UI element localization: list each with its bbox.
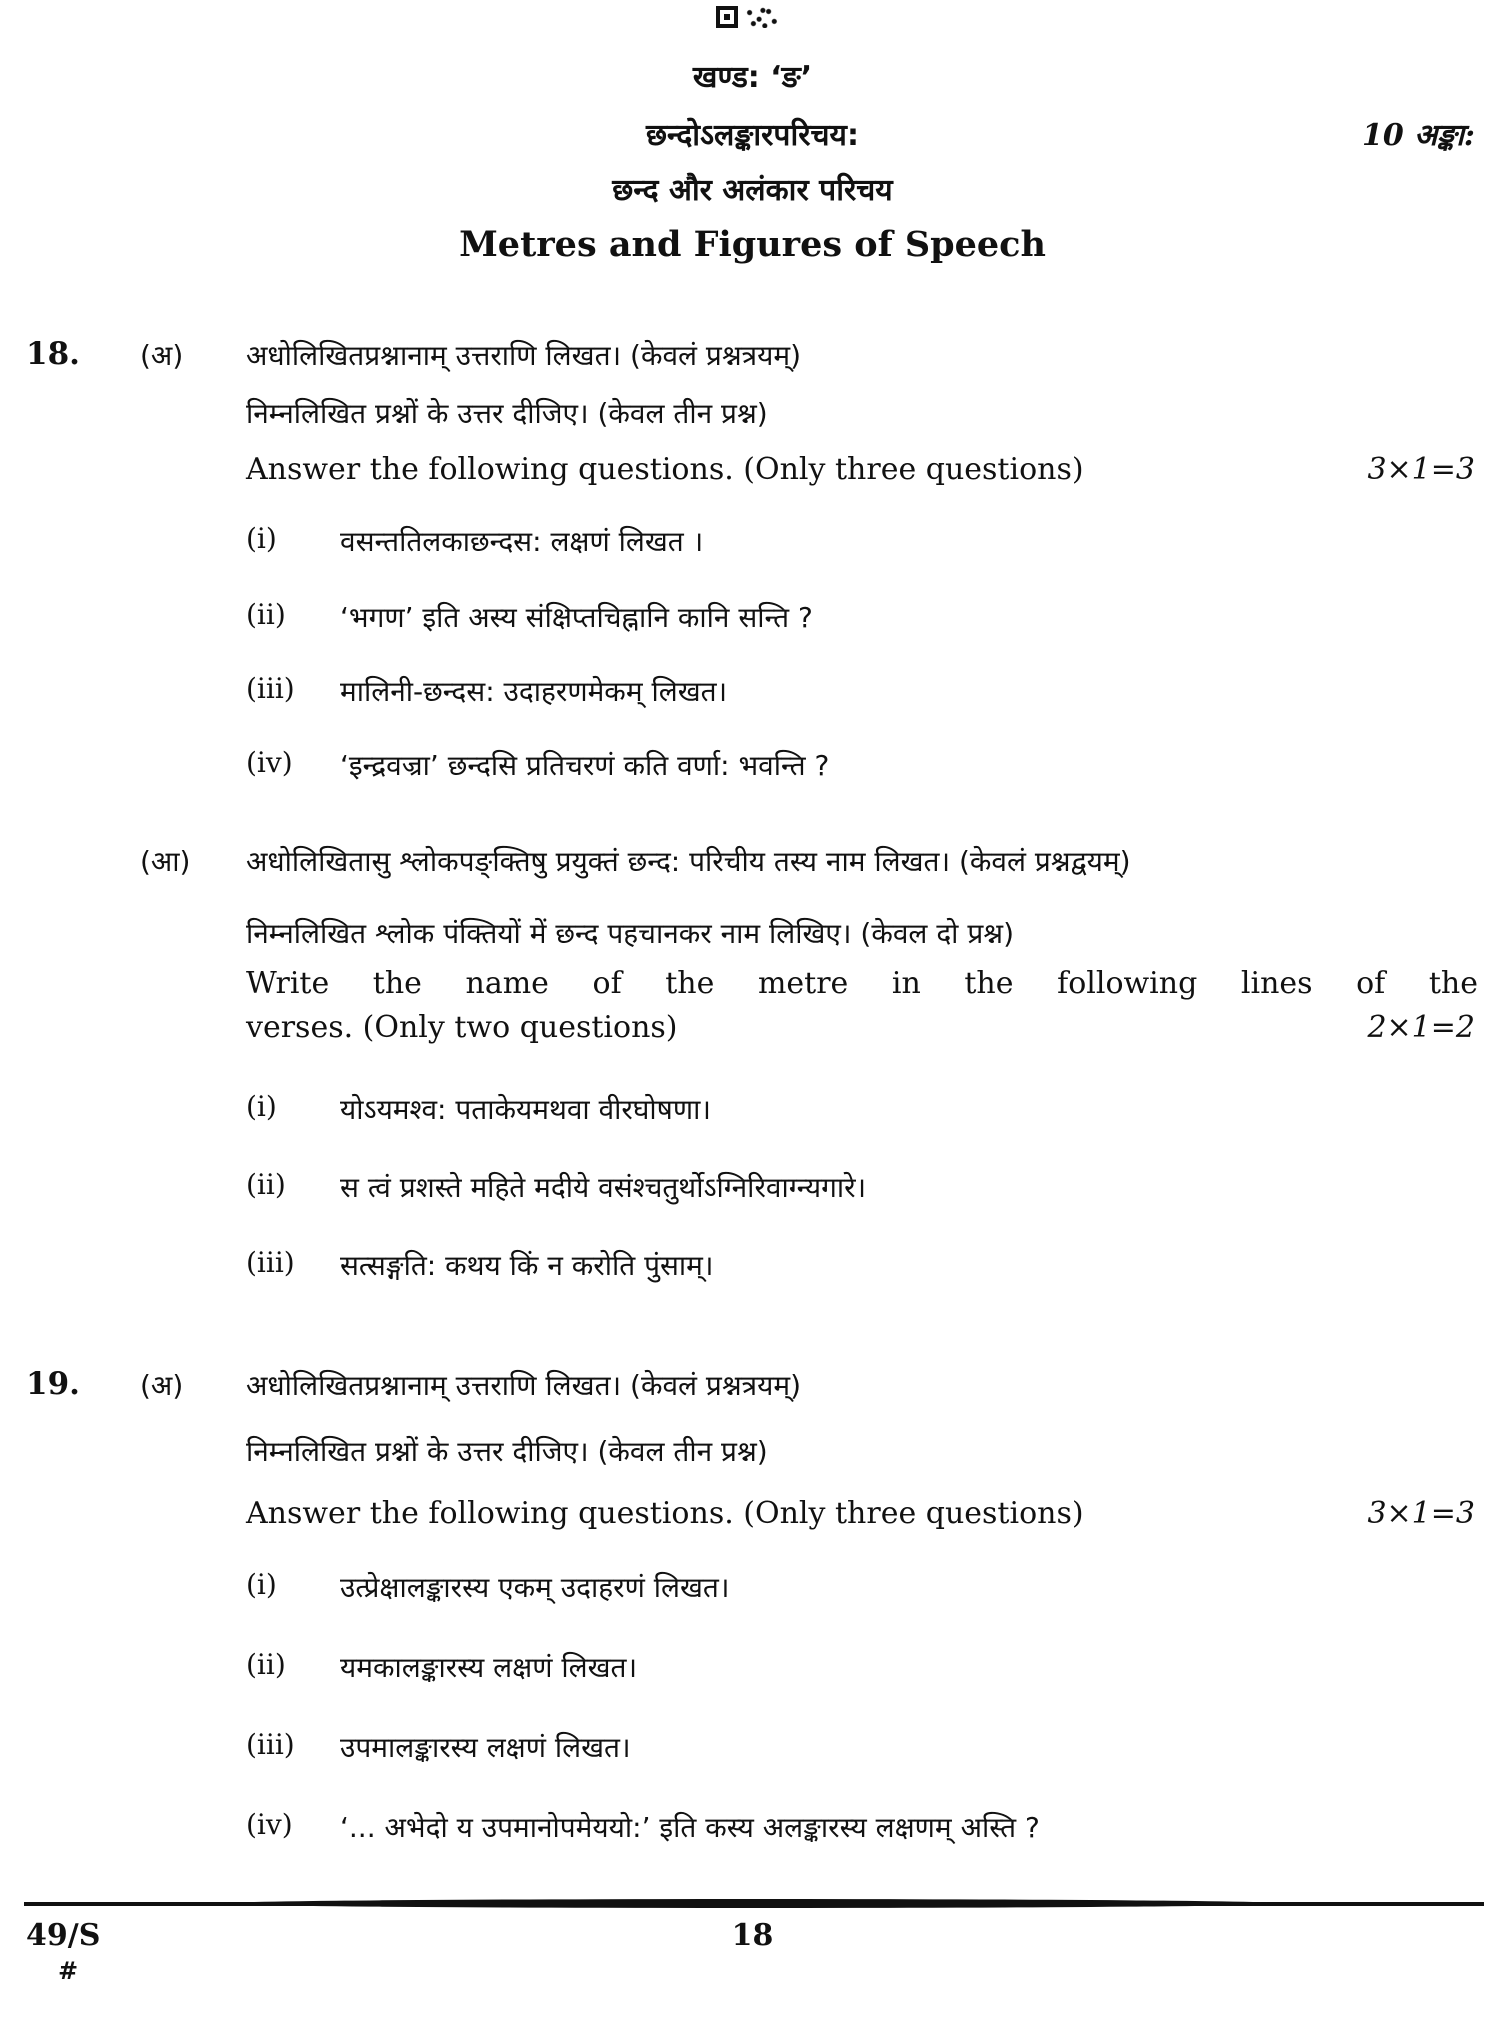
instruction-english: Answer the following questions. (Only three questions) — [246, 452, 1084, 487]
item-number: (iii) — [246, 1728, 295, 1761]
part-label: (अ) — [140, 1369, 184, 1402]
section-label: खण्ड: ‘ङ’ — [692, 60, 813, 95]
item-text: ‘भगण’ इति अस्य संक्षिप्तचिह्नानि कानि सन्ति ? — [340, 601, 813, 634]
item-number: (iii) — [246, 1246, 295, 1279]
footer-divider — [24, 1902, 1484, 1906]
section-total-marks: 10 अङ्का: — [1362, 118, 1475, 153]
instruction-hindi: निम्नलिखित प्रश्नों के उत्तर दीजिए। (केवल तीन प्रश्न) — [246, 397, 768, 430]
item-number: (i) — [246, 522, 277, 555]
section-title-sanskrit: छन्दोऽलङ्कारपरिचय: — [646, 118, 859, 153]
marks-allocation: 3×1=3 — [1367, 1496, 1475, 1531]
item-number: (iii) — [246, 672, 295, 705]
item-number: (ii) — [246, 598, 286, 631]
footer-hash-mark: # — [58, 1956, 79, 1985]
item-text: स त्वं प्रशस्ते महिते मदीये वसंश्चतुर्थोऽग्निरिवाग्न्यगारे। — [340, 1171, 867, 1204]
item-text: वसन्ततिलकाछन्दस: लक्षणं लिखत । — [340, 525, 704, 558]
marks-allocation: 2×1=2 — [1367, 1010, 1475, 1045]
item-text: ‘इन्द्रवज्रा’ छन्दसि प्रतिचरणं कति वर्णा: भवन्ति ? — [340, 749, 830, 782]
item-number: (i) — [246, 1090, 277, 1123]
item-text: सत्सङ्गति: कथय किं न करोति पुंसाम्। — [340, 1249, 714, 1282]
qr-code-icon — [716, 4, 782, 30]
part-label: (आ) — [140, 845, 191, 878]
item-text: उत्प्रेक्षालङ्कारस्य एकम् उदाहरणं लिखत। — [340, 1571, 730, 1604]
question-number: 19. — [26, 1366, 80, 1402]
instruction-english: Answer the following questions. (Only three questions) — [246, 1496, 1084, 1531]
instruction-sanskrit: अधोलिखितप्रश्नानाम् उत्तराणि लिखत। (केवलं प्रश्नत्रयम्) — [246, 1369, 802, 1402]
item-number: (ii) — [246, 1648, 286, 1681]
instruction-hindi: निम्नलिखित श्लोक पंक्तियों में छन्द पहचानकर नाम लिखिए। (केवल दो प्रश्न) — [246, 917, 1014, 950]
item-number: (iv) — [246, 746, 293, 779]
item-text: उपमालङ्कारस्य लक्षणं लिखत। — [340, 1731, 631, 1764]
qr-finder-square — [716, 6, 738, 28]
item-text: यमकालङ्कारस्य लक्षणं लिखत। — [340, 1651, 638, 1684]
item-number: (iv) — [246, 1808, 293, 1841]
instruction-english-line-1: Write the name of the metre in the following lines of the — [246, 966, 1478, 1001]
section-title-hindi: छन्द और अलंकार परिचय — [612, 173, 893, 208]
section-title-english: Metres and Figures of Speech — [459, 224, 1046, 265]
instruction-english-line-2: verses. (Only two questions) — [246, 1010, 678, 1045]
page-number: 18 — [731, 1918, 774, 1953]
item-number: (i) — [246, 1568, 277, 1601]
item-text: ‘... अभेदो य उपमानोपमेययो:’ इति कस्य अलङ्कारस्य लक्षणम् अस्ति ? — [340, 1811, 1040, 1844]
qr-data-modules — [742, 6, 780, 28]
item-text: योऽयमश्व: पताकेयमथवा वीरघोषणा। — [340, 1093, 711, 1126]
paper-code: 49/S — [26, 1918, 101, 1953]
instruction-hindi: निम्नलिखित प्रश्नों के उत्तर दीजिए। (केवल तीन प्रश्न) — [246, 1435, 768, 1468]
item-number: (ii) — [246, 1168, 286, 1201]
question-number: 18. — [26, 336, 80, 372]
instruction-sanskrit: अधोलिखितप्रश्नानाम् उत्तराणि लिखत। (केवलं प्रश्नत्रयम्) — [246, 339, 802, 372]
marks-allocation: 3×1=3 — [1367, 452, 1475, 487]
part-label: (अ) — [140, 339, 184, 372]
item-text: मालिनी-छन्दस: उदाहरणमेकम् लिखत। — [340, 675, 728, 708]
instruction-sanskrit: अधोलिखितासु श्लोकपङ्क्तिषु प्रयुक्तं छन्द: परिचीय तस्य नाम लिखत। (केवलं प्रश्नद्वयम्) — [246, 845, 1131, 878]
